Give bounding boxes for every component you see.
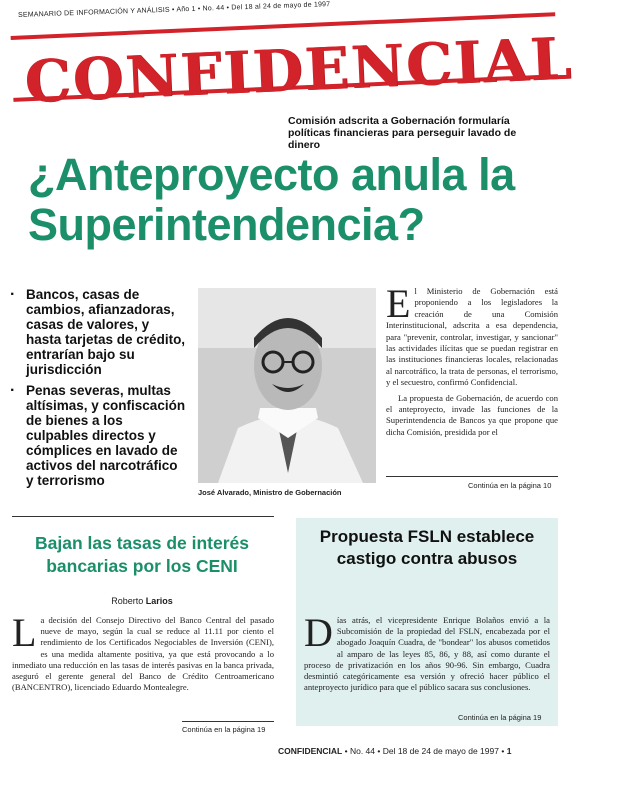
byline — [12, 596, 272, 606]
drop-cap: D — [304, 610, 333, 655]
byline-last: Larios — [145, 596, 173, 606]
byline-first: Roberto — [111, 596, 144, 606]
portrait-illustration — [198, 288, 376, 483]
left-story-body — [12, 610, 274, 693]
footer-sep: • — [501, 746, 507, 756]
divider — [182, 721, 274, 722]
photo-caption: José Alvarado, Ministro de Gobernación — [198, 488, 342, 497]
top-story-body — [386, 281, 558, 442]
main-headline: ¿Anteproyecto anula la Superintendencia? — [28, 149, 515, 250]
logo-text: CONFIDENCIAL — [23, 24, 575, 117]
story-kicker: Comisión adscrita a Gobernación formularía políticas financieras para perseguir lavado de dinero — [288, 115, 517, 151]
footer-sep: • — [344, 746, 350, 756]
footer-sep: • — [377, 746, 383, 756]
drop-cap: E — [386, 281, 411, 326]
body-paragraph: La propuesta de Gobernación, de acuerdo con el anteproyecto, invade las funciones de la Superintendencia de Bancos ya que propone que dicha Comisión, presidida por el — [386, 392, 558, 437]
footer-issue: No. 44 — [349, 746, 375, 756]
footer-dates: Del 18 de 24 de mayo de 1997 — [382, 746, 499, 756]
page-footer — [278, 746, 511, 756]
logo-frame — [11, 12, 575, 117]
left-story-headline: Bajan las tasas de interés bancarias por los CENI — [35, 533, 249, 576]
continued-link[interactable]: Continúa en la página 10 — [468, 481, 552, 490]
body-paragraph: l Ministerio de Gobernación está proponiendo a los legisladores la creación de una Comisión Interinstitucional, adscrita a esa dependencia, para "prevenir, controlar, investigar, y sancionar" las actividades ilícitas que se puedan registrar en las instituciones financieras locales, relacionadas al narcotráfico, la trata de personas, el terrorismo, y el secuestro, confirmó Confidencial. — [386, 286, 558, 388]
right-story-body — [304, 610, 550, 693]
divider — [386, 476, 558, 477]
drop-cap: L — [12, 610, 37, 655]
continued-link[interactable]: Continúa en la página 19 — [458, 713, 542, 722]
page-number: 1 — [506, 746, 512, 756]
footer-brand: CONFIDENCIAL — [278, 746, 343, 756]
body-paragraph: a decisión del Consejo Directivo del Banco Central del pasado nueve de mayo, según la cual se reduce al 11.11 por ciento el rendimiento de los Certificados Negociables de Inversión (CENI), es una medida altamente positiva, ya que está provocando a lo inmediato una reducción en las tasas de interés pasivas en la banca privada, aseguró el gerente general del Banco de Crédito Centroamericano (BANCENTRO), licenciado Eduardo Montealegre. — [12, 615, 274, 693]
body-paragraph: ías atrás, el vicepresidente Enrique Bolaños envió a la Subcomisión de la propiedad del FSLN, encabezada por el abogado Joaquín Cuadra, de "bondear" los abusos cometidos al amparo de las leyes 85, 86, y 88, así como durante el proceso de privatización en los años 90-96. Sin embargo, Cuadra desmintió categóricamente esa versión y ofreció hacer público el anteproyecto jurídico para que el público sacara sus conclusiones. — [304, 615, 550, 693]
right-story-headline: Propuesta FSLN establece castigo contra abusos — [319, 527, 535, 568]
continued-link[interactable]: Continúa en la página 19 — [182, 725, 266, 734]
masthead-tagline: SEMANARIO DE INFORMACIÓN Y ANÁLISIS • Año 1 • No. 44 • Del 18 al 24 de mayo de 1997 — [18, 1, 331, 19]
divider — [12, 516, 274, 517]
portrait-photo — [198, 288, 376, 483]
story-highlights — [10, 287, 188, 494]
highlight-item: · Penas severas, multas altísimas, y confiscación de bienes a los culpables directos y cómplices en lavado de activos del narcotráfico y terrorismo — [10, 383, 188, 488]
highlight-item: · Bancos, casas de cambios, afianzadoras, casas de valores, y hasta tarjetas de crédito, entrarían bajo su jurisdicción — [10, 287, 188, 377]
